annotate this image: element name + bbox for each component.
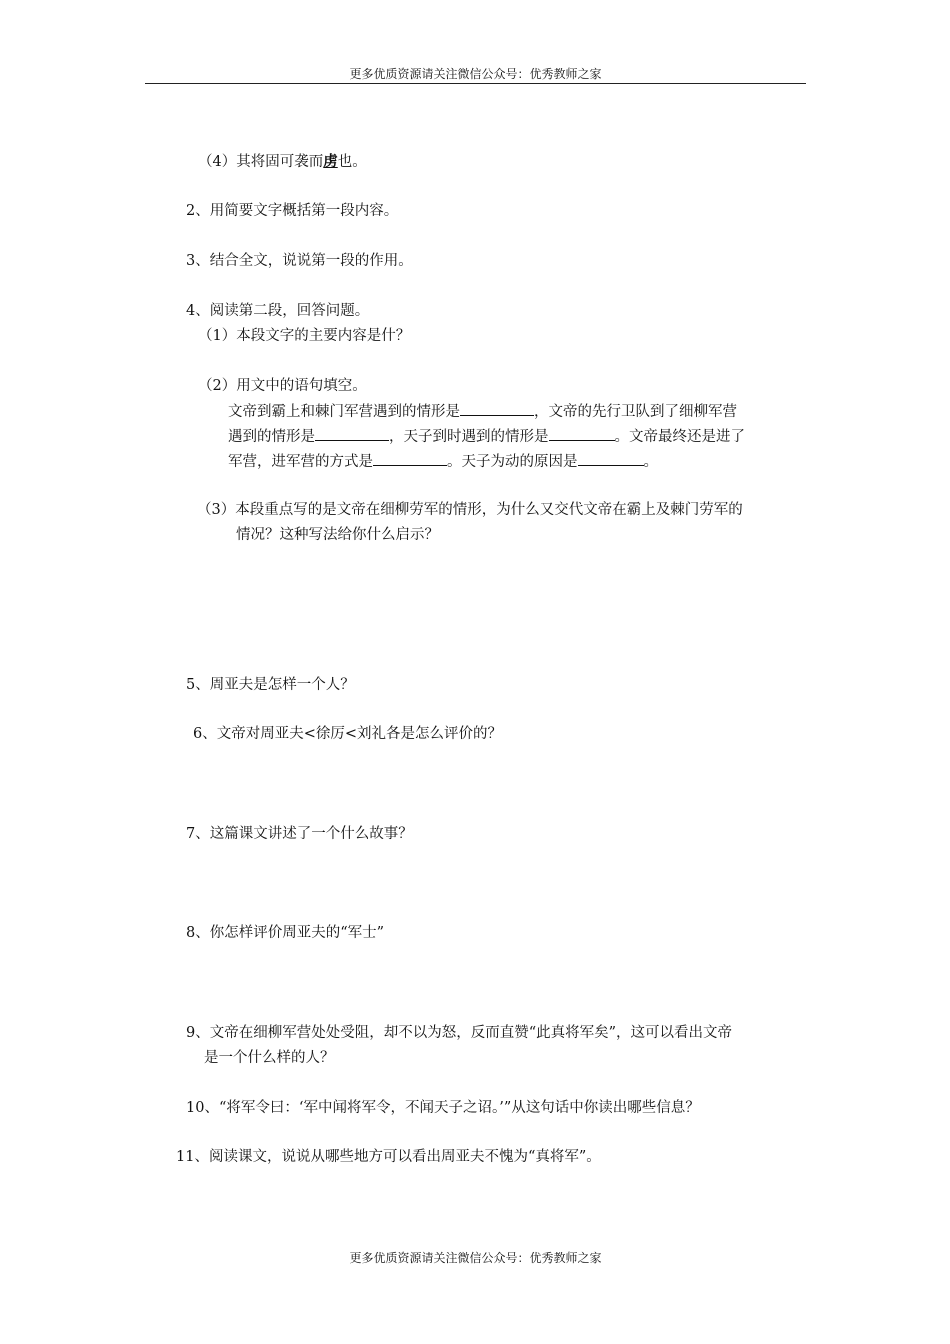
question-4-title: 4、阅读第二段，回答问题。 — [186, 303, 370, 319]
question-3: 3、结合全文，说说第一段的作用。 — [186, 253, 413, 269]
fill-text-2: ，文帝的先行卫队到了细柳军营 — [534, 404, 737, 420]
question-1-4 — [198, 152, 367, 172]
blank-3[interactable] — [549, 426, 615, 441]
question-9-line-2: 是一个什么样的人？ — [204, 1050, 335, 1066]
blank-2[interactable] — [315, 426, 389, 441]
fill-line-1 — [228, 401, 737, 422]
question-4-3-line-2: 情况？这种写法给你什么启示？ — [236, 527, 439, 543]
question-4-3-line-1: （3）本段重点写的是文帝在细柳劳军的情形，为什么又交代文帝在霸上及棘门劳军的 — [197, 502, 743, 518]
fill-text-6: 军营，进军营的方式是 — [228, 454, 373, 470]
question-1-4-suffix: 也。 — [337, 154, 367, 170]
fill-text-1: 文帝到霸上和棘门军营遇到的情形是 — [228, 404, 460, 420]
page-header: 更多优质资源请关注微信公众号：优秀教师之家 — [145, 66, 806, 84]
blank-4[interactable] — [373, 451, 447, 466]
fill-line-2 — [228, 426, 745, 447]
question-11: 11、阅读课文，说说从哪些地方可以看出周亚夫不愧为“真将军”。 — [176, 1149, 601, 1165]
fill-text-8: 。 — [643, 454, 658, 470]
blank-1[interactable] — [460, 401, 534, 416]
fill-text-5: 。文帝最终还是进了 — [614, 429, 745, 445]
question-7: 7、这篇课文讲述了一个什么故事？ — [186, 826, 413, 842]
blank-5[interactable] — [578, 451, 644, 466]
question-1-4-emphasis: 虏 — [323, 153, 338, 170]
fill-text-4: ，天子到时遇到的情形是 — [389, 429, 549, 445]
question-5: 5、周亚夫是怎样一个人？ — [186, 677, 355, 693]
question-4-1: （1）本段文字的主要内容是什？ — [198, 328, 411, 344]
question-6: 6、文帝对周亚夫<徐厉<刘礼各是怎么评价的？ — [193, 726, 503, 742]
fill-text-7: 。天子为动的原因是 — [447, 454, 578, 470]
fill-line-3 — [228, 451, 658, 472]
question-10: 10、“将军令曰：‘军中闻将军令，不闻天子之诏。’”从这句话中你读出哪些信息？ — [186, 1100, 700, 1116]
question-9-line-1: 9、文帝在细柳军营处处受阻，却不以为怒，反而直赞“此真将军矣”，这可以看出文帝 — [186, 1025, 733, 1041]
question-1-4-prefix: （4）其将固可袭而 — [198, 154, 324, 170]
fill-text-3: 遇到的情形是 — [228, 429, 315, 445]
page-footer: 更多优质资源请关注微信公众号：优秀教师之家 — [349, 1251, 602, 1265]
question-8: 8、你怎样评价周亚夫的“军士” — [186, 925, 385, 941]
question-2: 2、用简要文字概括第一段内容。 — [186, 203, 399, 219]
question-4-2: （2）用文中的语句填空。 — [198, 378, 367, 394]
